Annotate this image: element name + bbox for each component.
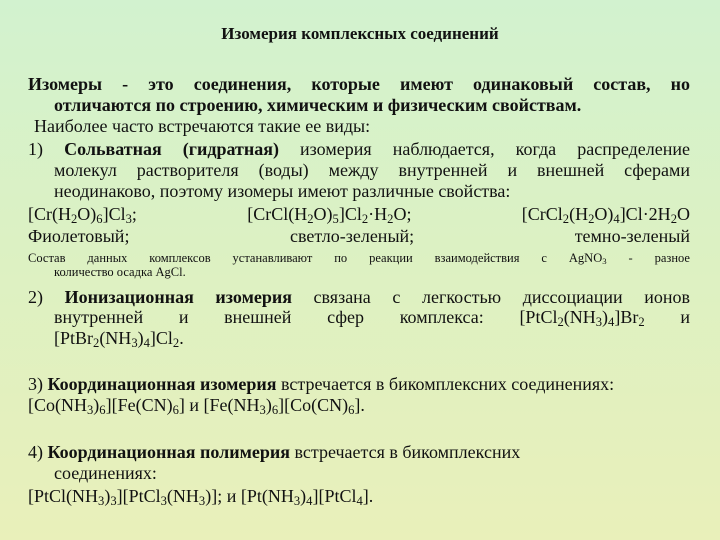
item1-line-3: неодинаково, поэтому изомеры имеют различные свойства:: [54, 181, 511, 201]
item3-and: и: [189, 395, 200, 415]
note-text-end: - разное: [606, 251, 690, 265]
intro-line-2: отличаются по строению, химическим и физическим свойствам.: [54, 95, 582, 115]
item2-line-2: [54, 307, 691, 330]
item4-formulas: $[PtCl(NH_3)_3][PtCl_3(NH_3)]$; и $[Pt(NH_3)_4][PtCl_4]$.: [28, 486, 374, 509]
item3-number: 3): [28, 374, 43, 394]
note-line-1: Состав данных комплексов устанавливают по реакции взаимодействия с AgNO$_3$ - разное: [28, 251, 690, 267]
item1-line-1: [28, 139, 690, 159]
item4-term: Координационная полимерия: [47, 442, 290, 462]
color-violet: Фиолетовый;: [28, 226, 130, 246]
formula-violet: $[Cr(H_2O)_6]Cl_3$;: [28, 204, 137, 227]
common-types: Наиболее часто встречаются такие ее виды:: [34, 116, 371, 136]
item2-line-1: [28, 287, 690, 307]
item3-formulas: $[Co(NH_3)_6][Fe(CN)_6]$ и $[Fe(NH_3)_6][Co(CN)_6]$.: [28, 395, 365, 418]
item4-rest: встречается в бикомплексних: [294, 442, 521, 462]
item1-number: 1): [28, 139, 43, 159]
item1-rest: изомерия наблюдается, когда распределение: [300, 139, 690, 159]
hydrate-formulas: [28, 204, 690, 227]
note-text: Состав данных комплексов устанавливают по реакции взаимодействия с AgNO: [28, 251, 603, 265]
item3-term: Координационная изомерия: [47, 374, 277, 394]
slide-title: Изомерия комплексных соединений: [221, 24, 499, 43]
item2-number: 2): [28, 287, 43, 307]
item2-and: и: [680, 307, 691, 327]
item2-rest: связана с легкостью диссоциации ионов: [313, 287, 691, 307]
note-line-2: количество осадка AgCl.: [54, 265, 186, 279]
item1-line-2: молекул растворителя (воды) между внутренней и внешней сферами: [54, 160, 690, 180]
item3-line-1: [28, 374, 690, 394]
color-dark-green: темно-зеленый: [574, 226, 690, 246]
item2-formula-2: $[PtBr_2(NH_3)_4]Cl_2$.: [54, 328, 184, 351]
item4-line-1: [28, 442, 690, 462]
item2-formula-1: $[PtCl_2(NH_3)_4]Br_2$: [519, 307, 645, 330]
item3-rest: встречается в бикомплексних соединениях:: [281, 374, 615, 394]
item2-text: внутренней и внешней сфер комплекса:: [54, 307, 484, 327]
intro-line-1: Изомеры - это соединения, которые имеют одинаковый состав, но: [28, 74, 690, 94]
formula-light-green: $[CrCl(H_2O)_5]Cl_2\cdot H_2O$;: [247, 204, 412, 227]
hydrate-colors: [28, 226, 690, 246]
color-light-green: светло-зеленый;: [289, 226, 415, 246]
item2-term: Ионизационная изомерия: [64, 287, 292, 307]
item1-term: Сольватная (гидратная): [64, 139, 279, 159]
formula-dark-green: $[CrCl_2(H_2O)_4]Cl\cdot 2H_2O$: [521, 204, 690, 227]
item4-line-2: соединениях:: [54, 463, 157, 483]
item4-and: ; и: [217, 486, 237, 506]
item4-number: 4): [28, 442, 43, 462]
